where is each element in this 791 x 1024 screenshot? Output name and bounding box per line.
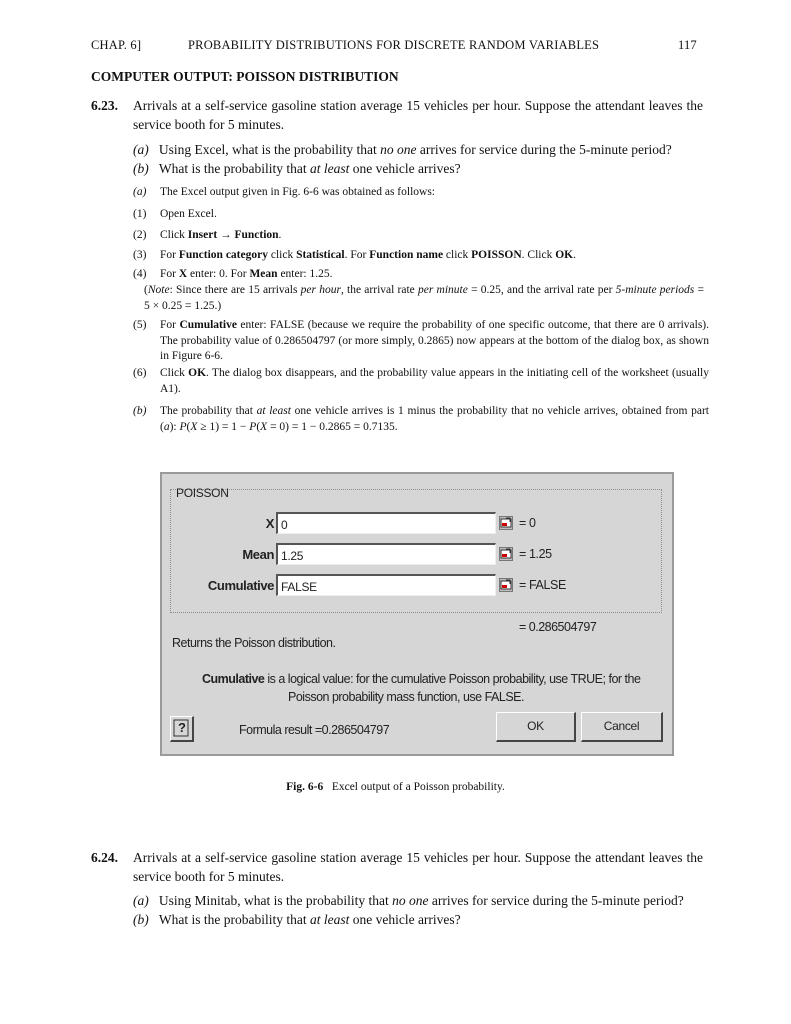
argument-help-line1: Cumulative is a logical value: for the cumulative Poisson probability, use TRUE; for the xyxy=(202,672,641,686)
x-label: X xyxy=(265,516,274,531)
note-arrival-rate: (Note: Since there are 15 arrivals per hour, the arrival rate per minute = 0.25, and the arrival rate per 5-minute periods = 5 × 0.25 = 1.25.) xyxy=(144,284,704,312)
problem-624-text: Arrivals at a self-service gasoline station average 15 vehicles per hour. Suppose the attendant leaves the service booth for 5 minutes. xyxy=(133,850,703,884)
step-4: (4) For X enter: 0. For Mean enter: 1.25. xyxy=(133,268,333,280)
solution-b: (b) The probability that at least one vehicle arrives is 1 minus the probability that no vehicle arrives, obtained from part (a): P(X ≥ 1) = 1 − P(X = 0) = 1 − 0.2865 = 0.7135. xyxy=(133,405,710,433)
step-1: (1) Open Excel. xyxy=(133,208,217,220)
mean-result: = 1.25 xyxy=(519,547,552,561)
chapter-label: CHAP. 6] xyxy=(91,38,142,52)
cumulative-label: Cumulative xyxy=(207,578,274,593)
x-input[interactable]: 0 xyxy=(276,512,496,534)
running-title: PROBABILITY DISTRIBUTIONS FOR DISCRETE RANDOM VARIABLES xyxy=(188,38,600,52)
section-title: COMPUTER OUTPUT: POISSON DISTRIBUTION xyxy=(91,69,399,84)
help-button[interactable] xyxy=(170,716,194,742)
problem-624-b: (b) What is the probability that at least one vehicle arrives? xyxy=(133,912,461,927)
ok-button[interactable]: OK xyxy=(496,712,576,742)
step-2: (2) Click Insert → Function. xyxy=(133,229,282,241)
mean-label: Mean xyxy=(242,547,274,562)
problem-623-number: 6.23. xyxy=(91,98,118,113)
step-6: (6) Click OK. The dialog box disappears, and the probability value appears in the initiating cell of the worksheet (usually A1). xyxy=(133,367,709,395)
problem-624-a: (a) Using Minitab, what is the probability that no one arrives for service during the 5-minute period? xyxy=(133,893,684,908)
cumulative-result: = FALSE xyxy=(519,578,566,592)
argument-help-line2: Poisson probability mass function, use FALSE. xyxy=(288,690,524,704)
problem-623-b: (b) What is the probability that at least one vehicle arrives? xyxy=(133,161,461,176)
collapse-dialog-icon[interactable] xyxy=(499,547,513,561)
group-title: POISSON xyxy=(176,486,229,500)
collapse-dialog-icon[interactable] xyxy=(499,516,513,530)
mean-input[interactable]: 1.25 xyxy=(276,543,496,565)
solution-a-intro: (a) The Excel output given in Fig. 6-6 was obtained as follows: xyxy=(133,186,435,198)
step-5: (5) For Cumulative enter: FALSE (because we require the probability of one specific outcome, that there are 0 arrivals). The probability value of 0.286504797 (or more simply, 0.2865) now appears at the bottom of the dialog box, as shown in Figure 6-6. xyxy=(133,319,709,362)
help-glyph: ? xyxy=(178,720,186,735)
x-result: = 0 xyxy=(519,516,536,530)
poisson-dialog xyxy=(160,472,674,756)
problem-623-a: (a) Using Excel, what is the probability that no one arrives for service during the 5-minute period? xyxy=(133,142,672,157)
collapse-dialog-icon[interactable] xyxy=(499,578,513,592)
cancel-button[interactable]: Cancel xyxy=(581,712,663,742)
problem-623-text: Arrivals at a self-service gasoline station average 15 vehicles per hour. Suppose the attendant leaves the service booth for 5 minutes. xyxy=(133,98,703,132)
function-description: Returns the Poisson distribution. xyxy=(172,636,336,650)
step-3: (3) For Function category click Statistical. For Function name click POISSON. Click OK. xyxy=(133,249,576,261)
problem-624-number: 6.24. xyxy=(91,850,118,865)
cumulative-input[interactable]: FALSE xyxy=(276,574,496,596)
page-number: 117 xyxy=(678,38,697,52)
figure-caption: Fig. 6-6 Excel output of a Poisson probability. xyxy=(286,781,505,793)
overall-result: = 0.286504797 xyxy=(519,620,597,634)
formula-result: Formula result =0.286504797 xyxy=(239,723,390,737)
